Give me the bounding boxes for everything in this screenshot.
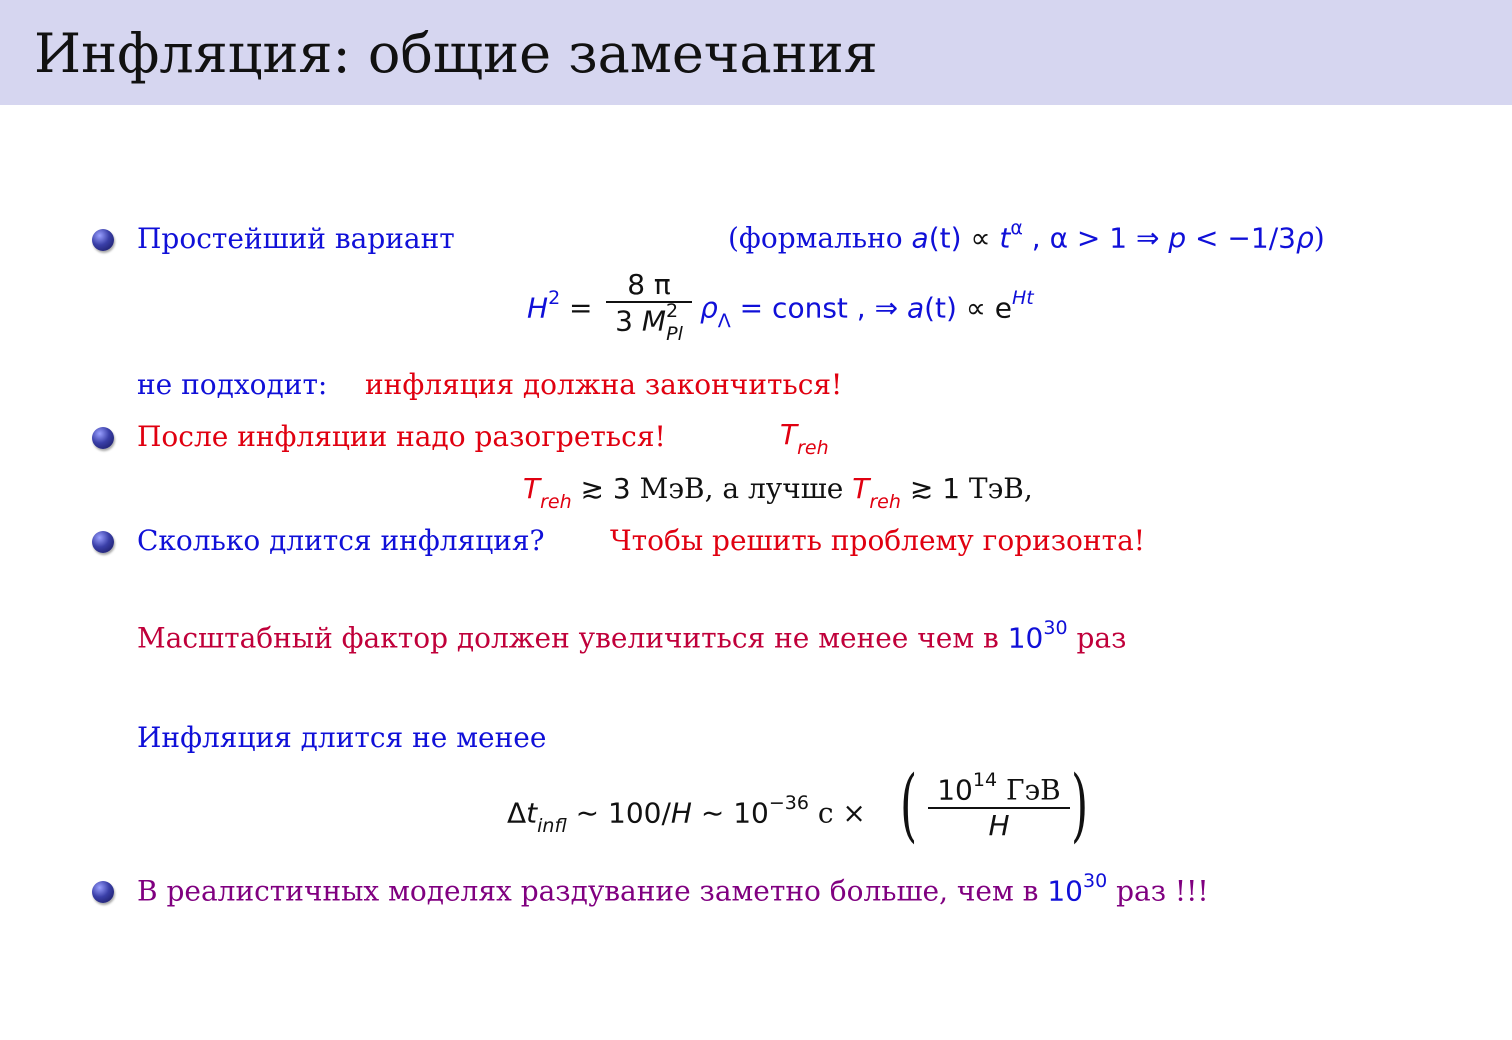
- bullet-1-formal-note: (формально $a(t) \propto t^\alpha$ , α > 1 ⇒ p < −1/3ρ): [728, 217, 1325, 255]
- hubble-fraction: 8 π 3 $M^2_{Pl}$: [606, 268, 692, 342]
- bullet-4-text: В реалистичных моделях раздувание заметно больше, чем в $10^{30}$ раз !!!: [137, 870, 1209, 908]
- scale-factor-statement: Масштабный фактор должен увеличиться не менее чем в $10^{30}$ раз: [137, 617, 1127, 655]
- bullet-3-text: Сколько длится инфляция?: [137, 524, 545, 557]
- bullet-3-answer: Чтобы решить проблему горизонта!: [610, 524, 1146, 557]
- duration-statement: Инфляция длится не менее: [137, 721, 547, 754]
- bullet-2-text: После инфляции надо разогреться!: [137, 420, 666, 453]
- hubble-equation-lhs: $H^2$ =: [527, 287, 593, 325]
- right-paren: ): [1071, 758, 1089, 851]
- bullet-1-text: Простейший вариант: [137, 222, 455, 255]
- duration-fraction: $10^{14}$ ГэВ H: [928, 772, 1070, 842]
- bullet-icon: [92, 427, 114, 449]
- not-fit-label: не подходит:: [137, 368, 328, 401]
- page-title: Инфляция: общие замечания: [34, 22, 878, 85]
- hubble-equation-rhs: $\rho_\Lambda$ = const , ⇒ $a(t) \propto e^{Ht}$: [700, 287, 1034, 332]
- bullet-icon: [92, 229, 114, 251]
- reheating-temperature-symbol: $T_{reh}$: [780, 418, 829, 459]
- bullet-icon: [92, 881, 114, 903]
- reheating-bound: $T_{reh}$ ≳ 3 МэВ, а лучше $T_{reh}$ ≳ 1 ТэВ,: [523, 472, 1033, 513]
- duration-equation-lhs: $\Delta t_{infl}$ ∼ 100/H ∼ $10^{-36}$ с ×: [507, 792, 866, 837]
- bullet-icon: [92, 531, 114, 553]
- not-fit-reason: инфляция должна закончиться!: [365, 368, 843, 401]
- left-paren: (: [900, 758, 918, 851]
